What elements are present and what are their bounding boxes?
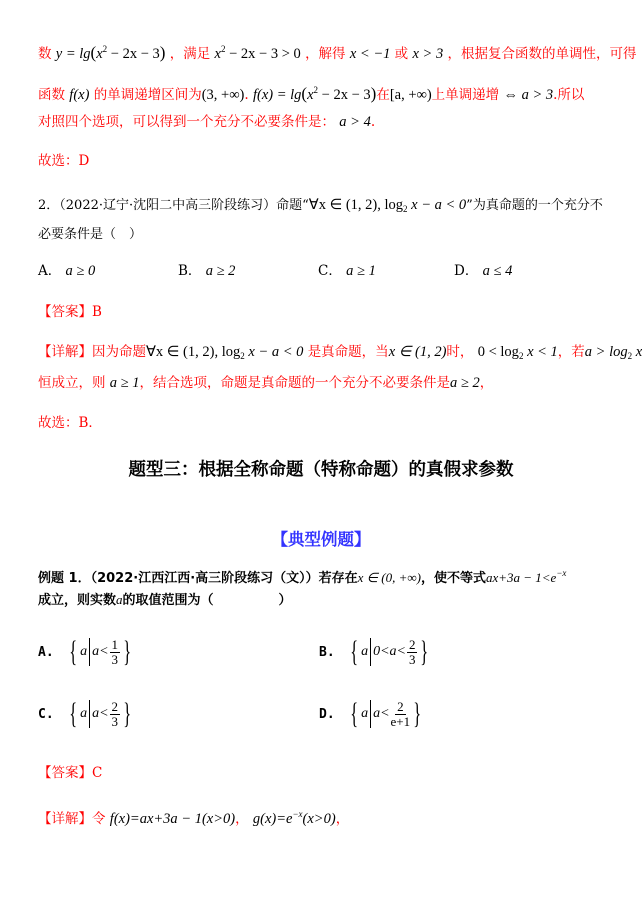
option-label: C．: [318, 263, 342, 279]
option-set: [347, 697, 425, 731]
denominator: e+1: [390, 713, 411, 729]
q2-answer: [38, 302, 102, 322]
math: x − a < 0: [407, 197, 467, 213]
set-var: a: [80, 644, 88, 659]
typical-examples-header: 【典型例题】: [271, 530, 371, 549]
text: 对照四个选项，可以得到一个充分不必要条件是：: [38, 114, 335, 130]
set-bar: [89, 638, 90, 666]
math: x: [632, 344, 642, 360]
text: 或: [394, 46, 409, 62]
math-sup: 2: [313, 85, 319, 95]
fraction: [407, 638, 418, 667]
ex1-detail: [38, 804, 349, 829]
math: a ≥ 2: [450, 375, 480, 391]
prev-solution-line-1: [38, 39, 637, 64]
question-2-line-2: 必要条件是（ ）: [38, 227, 143, 242]
denominator: 3: [408, 651, 416, 667]
math: y = lg: [55, 46, 91, 62]
math: x − a < 0: [244, 344, 304, 360]
brace-right: }: [123, 635, 132, 668]
fraction: [110, 700, 121, 729]
paren: ): [159, 43, 166, 62]
ex1-option-b[interactable]: [319, 635, 432, 669]
option-label: A.: [38, 644, 54, 660]
text: ，: [235, 811, 249, 827]
q2-conclusion: 故选：B．: [38, 415, 102, 431]
brace-left: {: [68, 635, 77, 668]
math: x < −1: [349, 46, 391, 62]
text: 数: [38, 46, 52, 62]
math: (x>0): [302, 811, 336, 827]
paren: (: [301, 84, 308, 103]
text: 的取值范围为（ ）: [122, 593, 292, 608]
example-1-line-2: [38, 590, 292, 611]
math: ⇔ a > 3: [503, 87, 554, 103]
text: 例题 1．（2022·江西江西·高三阶段练习（文））若存在: [38, 571, 358, 586]
math: x ∈ (1, 2): [388, 344, 447, 360]
set-var: a: [361, 706, 369, 721]
brace-right: }: [123, 697, 132, 730]
answer-tag: 【答案】: [38, 765, 92, 781]
math-sup: 2: [220, 44, 226, 54]
option-label: B．: [178, 263, 202, 279]
paren: (: [90, 43, 97, 62]
text: ，使不等式: [420, 571, 486, 586]
q2-option-d[interactable]: [454, 261, 512, 281]
math-sup: −x: [556, 568, 567, 578]
math-sup: 2: [102, 44, 108, 54]
detail-tag: 【详解】: [38, 811, 92, 827]
brace-left: {: [349, 635, 358, 668]
brace-left: {: [68, 697, 77, 730]
option-set: [66, 697, 135, 731]
q2-detail-line-2: [38, 373, 493, 393]
text: 上单调递增: [431, 87, 500, 103]
math: x: [214, 46, 221, 62]
ex1-option-d[interactable]: [319, 697, 425, 731]
answer-tag: 【答案】: [38, 304, 92, 320]
q2-detail-line-1: [38, 342, 642, 366]
text: 成立，则实数: [38, 593, 117, 608]
detail-tag: 【详解】: [38, 344, 92, 360]
math: g(x)=e: [252, 811, 293, 827]
text: 令: [92, 811, 106, 827]
math: ∀x ∈ (1, 2), log: [146, 344, 241, 360]
math: f(x)=ax+3a − 1(x>0): [109, 811, 236, 827]
math-sub: 2: [240, 351, 245, 361]
text: .: [370, 114, 376, 130]
math: − 2x − 3: [318, 87, 371, 103]
section-title: 题型三：根据全称命题（特称命题）的真假求参数: [128, 460, 514, 480]
prev-conclusion: 故选：D: [38, 153, 90, 169]
q2-option-a[interactable]: [38, 261, 95, 281]
math: f(x) = lg: [252, 87, 302, 103]
set-cond: 0<a<: [373, 644, 406, 659]
ex1-answer: [38, 763, 102, 783]
math: x ∈ (0, +∞): [357, 570, 421, 585]
paren: ): [370, 84, 377, 103]
text: 恒成立，则: [38, 375, 106, 391]
text: 2．（2022·辽宁·沈阳二中高三阶段练习）命题“: [38, 198, 309, 213]
set-cond: a<: [92, 644, 109, 659]
set-cond: a<: [92, 706, 109, 721]
answer-value: B: [92, 304, 102, 320]
option-label: B.: [319, 644, 335, 660]
math: f(x): [69, 87, 90, 103]
option-label: D．: [454, 263, 479, 279]
option-set: [347, 635, 432, 669]
text: ”为真命题的一个充分不: [466, 198, 603, 213]
math: ax+3a − 1<e: [485, 570, 557, 585]
option-expr: a ≥ 2: [205, 263, 236, 279]
option-expr: a ≥ 0: [65, 263, 96, 279]
math-sup: −x: [292, 809, 303, 819]
text: ，: [479, 375, 494, 391]
option-set: [66, 635, 135, 669]
text: ，若: [557, 344, 585, 360]
text: ，满足: [169, 46, 211, 62]
math: x: [96, 46, 103, 62]
text: 在: [376, 87, 390, 103]
answer-value: C: [92, 765, 103, 781]
text: ，: [335, 811, 350, 827]
math: − 2x − 3: [107, 46, 160, 62]
q2-option-b[interactable]: [178, 261, 235, 281]
prev-solution-line-3: [38, 112, 375, 132]
set-bar: [89, 700, 90, 728]
math: a ≥ 1: [109, 375, 140, 391]
numerator: 2: [111, 698, 119, 714]
numerator: 2: [397, 698, 404, 714]
denominator: 3: [111, 651, 119, 667]
text: 函数: [38, 87, 65, 103]
text: 是真命题，当: [307, 344, 389, 360]
math: 0 < log: [477, 344, 519, 360]
text: 时，: [446, 344, 474, 360]
math: x > 3: [412, 46, 444, 62]
fraction: [391, 700, 411, 729]
set-var: a: [80, 706, 88, 721]
numerator: 2: [408, 636, 416, 652]
set-cond: a<: [373, 706, 390, 721]
math: a > 4: [339, 114, 371, 130]
math: (3, +∞): [201, 87, 245, 103]
text: 的单调递增区间为: [93, 87, 202, 103]
text: ，根据复合函数的单调性，可得: [447, 46, 637, 62]
math: x: [307, 87, 314, 103]
brace-right: }: [413, 697, 422, 730]
denominator: 3: [111, 713, 119, 729]
math: x < 1: [523, 344, 558, 360]
math: [a, +∞): [389, 87, 432, 103]
text: .: [244, 87, 249, 103]
ex1-option-a[interactable]: [38, 635, 134, 669]
math: − 2x − 3 > 0: [225, 46, 301, 62]
option-label: C.: [38, 706, 54, 722]
option-label: A．: [38, 263, 62, 279]
numerator: 1: [111, 636, 119, 652]
prev-solution-line-2: [38, 80, 584, 105]
brace-right: }: [420, 635, 429, 668]
option-label: D.: [319, 706, 335, 722]
math: a: [116, 592, 123, 607]
math: ∀x ∈ (1, 2), log: [308, 197, 404, 213]
q2-option-c[interactable]: [318, 261, 376, 281]
set-bar: [370, 638, 371, 666]
set-bar: [370, 700, 371, 728]
text: 因为命题: [92, 344, 146, 360]
example-1-line-1: [38, 563, 566, 589]
option-expr: a ≤ 4: [482, 263, 513, 279]
math-sub: 2: [403, 204, 408, 214]
set-var: a: [361, 644, 369, 659]
text: ，结合选项，命题是真命题的一个充分不必要条件是: [139, 375, 451, 391]
option-expr: a ≥ 1: [346, 263, 376, 279]
brace-left: {: [349, 697, 358, 730]
text: .所以: [553, 87, 585, 103]
ex1-option-c[interactable]: [38, 697, 134, 731]
math-sub: 2: [518, 351, 524, 361]
math-sub: 2: [627, 351, 633, 361]
math: a > log: [584, 344, 628, 360]
question-2-line-1: [38, 195, 603, 219]
fraction: [110, 638, 121, 667]
text: ，解得: [305, 46, 346, 62]
